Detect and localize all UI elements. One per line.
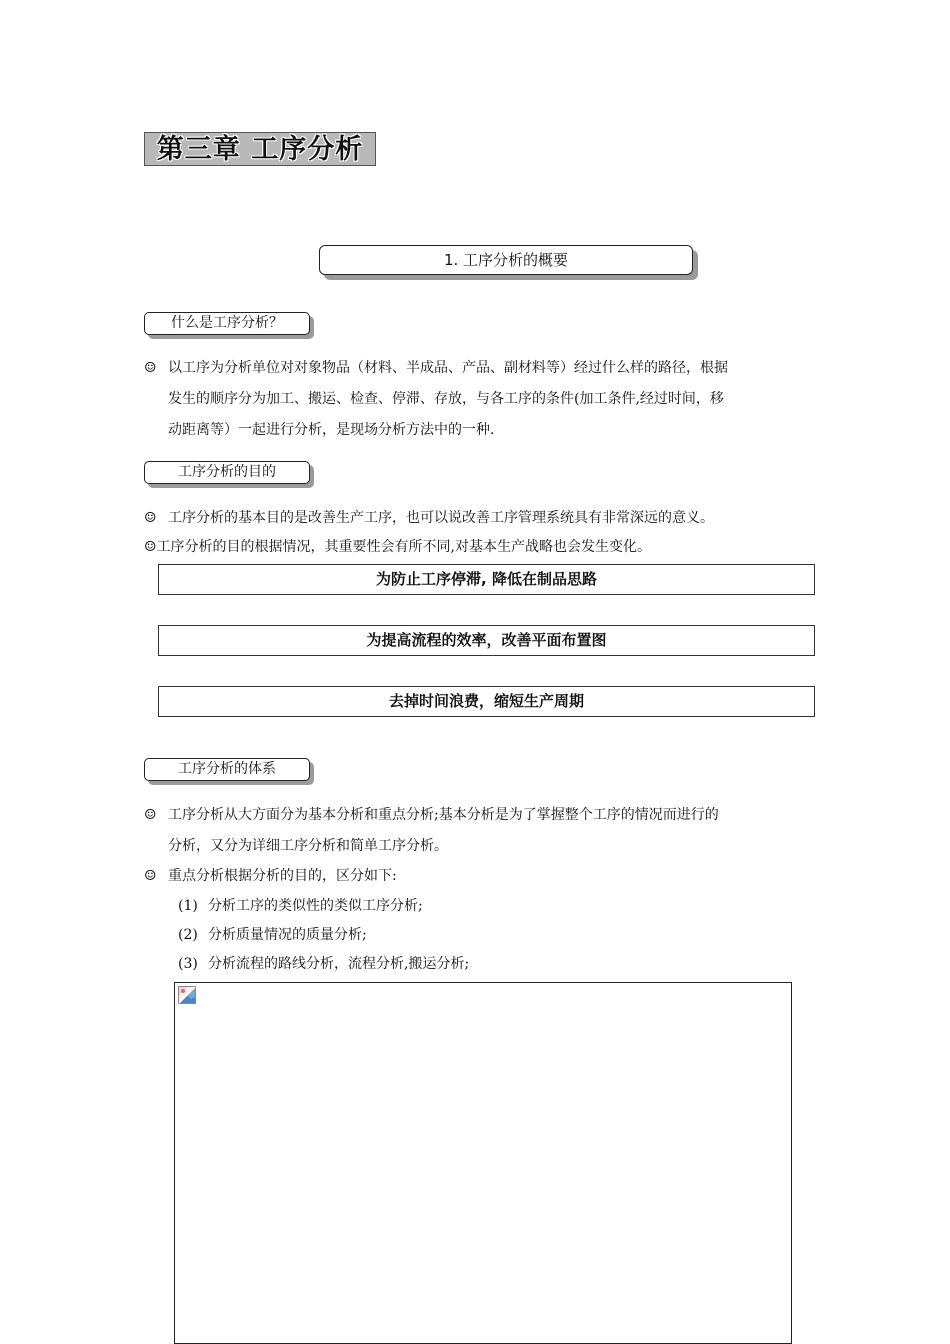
system-paragraph: [144, 800, 814, 862]
text-line: 工序分析的目的根据情况，其重要性会有所不同,对基本生产战略也会发生变化。: [156, 539, 652, 555]
heading-purpose: 工序分析的目的: [144, 461, 310, 484]
text-line: 发生的顺序分为加工、搬运、检查、停滞、存放，与各工序的条件(加工条件,经过时间，移: [168, 391, 724, 407]
list-number: (2): [178, 927, 198, 943]
list-text: 分析流程的路线分析，流程分析,搬运分析;: [208, 956, 470, 972]
broken-image-icon: [178, 986, 196, 1004]
list-item: [178, 950, 469, 978]
list-text: 分析工序的类似性的类似工序分析;: [208, 898, 423, 914]
list-number: (1): [178, 898, 198, 914]
smiley-bullet-icon: ☺: [144, 807, 157, 823]
heading-system: 工序分析的体系: [144, 758, 310, 781]
goal-box: 为防止工序停滞, 降低在制品思路: [158, 564, 815, 595]
text-line: 动距离等）一起进行分析，是现场分析方法中的一种.: [168, 422, 495, 438]
what-is-paragraph: [144, 353, 814, 446]
list-text: 分析质量情况的质量分析;: [208, 927, 367, 943]
text-line: 工序分析的基本目的是改善生产工序，也可以说改善工序管理系统具有非常深远的意义。: [168, 510, 714, 526]
purpose-line-2: [144, 533, 651, 561]
chapter-title: 第三章 工序分析: [144, 132, 376, 166]
goal-box: 去掉时间浪费，缩短生产周期: [158, 686, 815, 717]
text-line: 以工序为分析单位对对象物品（材料、半成品、产品、副材料等）经过什么样的路径，根据: [168, 360, 728, 376]
smiley-bullet-icon: ☺: [144, 510, 157, 526]
figure-frame: [174, 982, 792, 1344]
smiley-bullet-icon: ☺: [144, 539, 157, 555]
smiley-bullet-icon: ☺: [144, 360, 157, 376]
text-line: 工序分析从大方面分为基本分析和重点分析;基本分析是为了掌握整个工序的情况而进行的: [168, 807, 719, 823]
list-number: (3): [178, 956, 198, 972]
focus-intro: [144, 862, 397, 890]
goal-box: 为提高流程的效率，改善平面布置图: [158, 625, 815, 656]
purpose-line-1: [144, 504, 714, 532]
text-line: 重点分析根据分析的目的，区分如下:: [168, 868, 397, 884]
text-line: 分析，又分为详细工序分析和简单工序分析。: [168, 838, 448, 854]
section-banner: 1. 工序分析的概要: [319, 245, 693, 275]
smiley-bullet-icon: ☺: [144, 868, 157, 884]
list-item: [178, 892, 423, 920]
heading-what-is: 什么是工序分析？: [144, 312, 310, 335]
list-item: [178, 921, 367, 949]
